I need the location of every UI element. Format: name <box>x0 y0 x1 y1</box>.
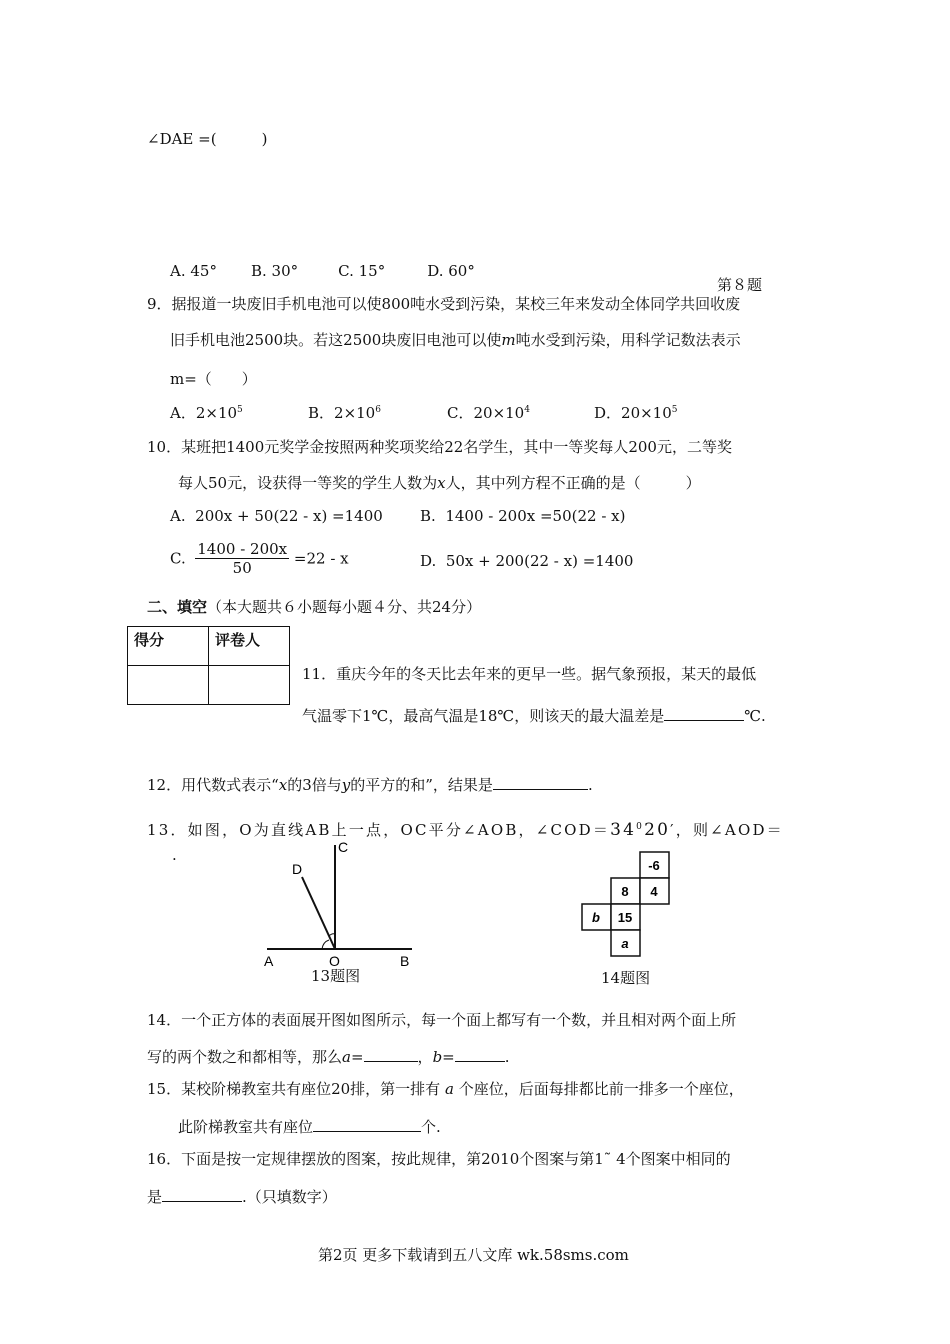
score-header: 得分 <box>128 627 209 666</box>
q9-option-a[interactable]: A．$2\times 10^5$ <box>170 404 243 422</box>
ray-od <box>302 877 335 949</box>
cell-b: b <box>592 910 600 925</box>
q9-option-c[interactable]: C．$20\times 10^4$ <box>447 404 530 422</box>
label-o: O <box>329 953 340 969</box>
q10-option-b[interactable]: B. 1400 - 200x =50(22 - x) <box>420 507 626 525</box>
q13-dot: . <box>172 846 177 864</box>
q9-option-d[interactable]: D．$20\times 10^5$ <box>594 404 678 422</box>
q14-answer-a-blank[interactable] <box>364 1046 418 1062</box>
q13-figure <box>262 836 422 970</box>
q14-line2: 写的两个数之和都相等，那么a= ，b= . <box>147 1048 510 1066</box>
q10-option-d[interactable]: D. 50x + 200(22 - x) =1400 <box>420 552 634 570</box>
q10-option-c[interactable]: C. $\frac{1400 - 200x}{50}$ =22 - x <box>170 540 349 577</box>
q15-line2: 此阶梯教室共有座位 个. <box>178 1118 441 1136</box>
cell-15: 15 <box>617 910 633 925</box>
label-c: C <box>338 839 349 855</box>
q14-answer-b-blank[interactable] <box>455 1046 505 1062</box>
q8-stem: ∠DAE =( ) <box>147 130 268 148</box>
q8-option-b[interactable]: B. 30° <box>250 262 299 280</box>
q9-line3: m=（ ） <box>170 370 257 388</box>
cell-4: 4 <box>650 884 658 899</box>
cell-8: 8 <box>621 884 629 899</box>
q16-answer-blank[interactable] <box>162 1186 242 1202</box>
q12-answer-blank[interactable] <box>493 774 588 790</box>
q10-option-c-fraction: $\frac{1400 - 200x}{50}$ <box>197 540 288 577</box>
q10-line1: 10．某班把1400元奖学金按照两种奖项奖给22名学生，其中一等奖每人200元，二等奖 <box>147 438 732 456</box>
q9-option-b[interactable]: B．$2\times 10^6$ <box>308 404 381 422</box>
score-table <box>127 626 290 705</box>
cell-minus-6: -6 <box>648 858 660 873</box>
q12-line: 12．用代数式表示“x的3倍与y的平方的和”，结果是 . <box>147 776 593 794</box>
q14-figure-caption: 14题图 <box>601 969 651 987</box>
score-cell[interactable] <box>128 666 209 705</box>
q10-option-a[interactable]: A. 200x + 50(22 - x) =1400 <box>170 507 383 525</box>
q8-option-a[interactable]: A. 45° <box>170 262 217 280</box>
angle-arc-aod <box>322 940 329 949</box>
q11-line2: 气温零下1℃，最高气温是18℃，则该天的最大温差是 ℃. <box>302 707 766 725</box>
q16-line2: 是 .（只填数字） <box>147 1188 337 1206</box>
q9-line2: 旧手机电池2500块。若这2500块废旧电池可以使m吨水受到污染，用科学记数法表示 <box>170 331 741 349</box>
cell-a: a <box>621 936 629 951</box>
q11-answer-blank[interactable] <box>664 705 744 721</box>
label-b: B <box>400 953 410 969</box>
q8-figure-label: 第８题 <box>717 276 763 294</box>
q13-figure-caption: 13题图 <box>311 967 361 985</box>
label-a: A <box>264 953 274 969</box>
q15-answer-blank[interactable] <box>313 1116 421 1132</box>
label-d: D <box>292 861 303 877</box>
q8-options <box>170 262 475 280</box>
grader-header: 评卷人 <box>209 627 290 666</box>
q9-line1: 9．据报道一块废旧手机电池可以使800吨水受到污染，某校三年来发动全体同学共回收废 <box>147 295 741 313</box>
q11-line1: 11．重庆今年的冬天比去年来的更早一些。据气象预报，某天的最低 <box>302 665 757 683</box>
page-footer: 第2页 更多下载请到五八文库 wk.58sms.com <box>318 1246 629 1264</box>
q10-line2: 每人50元，设获得一等奖的学生人数为x人，其中列方程不正确的是（ ） <box>178 474 701 492</box>
q14-line1: 14．一个正方体的表面展开图如图所示，每一个面上都写有一个数，并且相对两个面上所 <box>147 1011 737 1029</box>
q8-option-c[interactable]: C. 15° <box>338 262 386 280</box>
q8-option-d[interactable]: D. 60° <box>427 262 475 280</box>
q13-line: 13．如图，O为直线AB上一点，OC平分∠AOB，$\angle COD=34^020'$，则∠AOD＝ <box>147 820 784 840</box>
grader-cell[interactable] <box>209 666 290 705</box>
q15-line1: 15．某校阶梯教室共有座位20排，第一排有 a 个座位，后面每排都比前一排多一个座位， <box>147 1080 744 1098</box>
q16-line1: 16．下面是按一定规律摆放的图案，按此规律，第2010个图案与第1˜ 4个图案中相同的 <box>147 1150 731 1168</box>
section2-heading: 二、填空（本大题共６小题每小题４分、共24分） <box>147 598 482 616</box>
q14-cube-net <box>578 850 678 962</box>
